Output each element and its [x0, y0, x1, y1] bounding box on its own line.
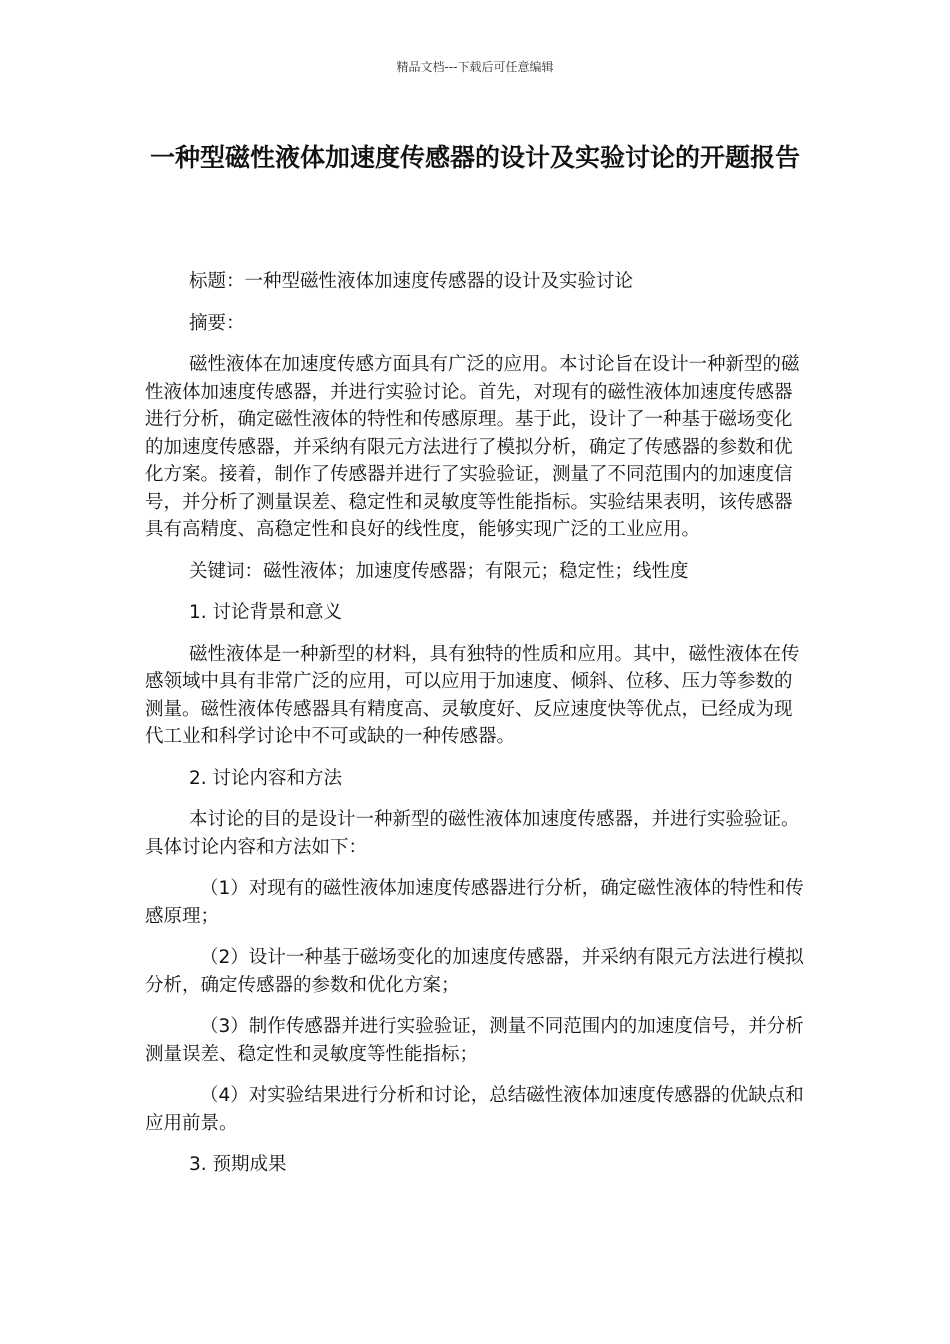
- section-heading-background: 1. 讨论背景和意义: [189, 602, 343, 623]
- header-note: 精品文档---下载后可任意编辑: [396, 60, 554, 74]
- subject-line: 标题：一种型磁性液体加速度传感器的设计及实验讨论: [189, 271, 634, 292]
- list-item-3: （3）制作传感器并进行实验验证，测量不同范围内的加速度信号，并分析测量误差、稳定性和灵敏度等性能指标；: [145, 1016, 804, 1065]
- list-item-1: （1）对现有的磁性液体加速度传感器进行分析，确定磁性液体的特性和传感原理；: [145, 878, 804, 927]
- abstract-label: 摘要：: [189, 312, 245, 334]
- keywords-line: 关键词：磁性液体；加速度传感器；有限元；稳定性；线性度: [189, 560, 689, 582]
- background-paragraph: 磁性液体是一种新型的材料，具有独特的性质和应用。其中，磁性液体在传感领域中具有非常广泛的应用，可以应用于加速度、倾斜、位移、压力等参数的测量。磁性液体传感器具有精度高、灵敏度好、反应速度快等优点，已经成为现代工业和科学讨论中不可或缺的一种传感器。: [145, 643, 800, 747]
- section-heading-content-method: 2. 讨论内容和方法: [189, 767, 343, 789]
- document-title: 一种型磁性液体加速度传感器的设计及实验讨论的开题报告: [149, 143, 800, 172]
- abstract-paragraph: 磁性液体在加速度传感方面具有广泛的应用。本讨论旨在设计一种新型的磁性液体加速度传感器，并进行实验讨论。首先，对现有的磁性液体加速度传感器进行分析，确定磁性液体的特性和传感原理。基于此，设计了一种基于磁场变化的加速度传感器，并采纳有限元方法进行了模拟分析，确定了传感器的参数和优化方案。接着，制作了传感器并进行了实验验证，测量了不同范围内的加速度信号，并分析了测量误差、稳定性和灵敏度等性能指标。实验结果表明，该传感器具有高精度、高稳定性和良好的线性度，能够实现广泛的工业应用。: [145, 354, 800, 540]
- content-intro-paragraph: 本讨论的目的是设计一种新型的磁性液体加速度传感器，并进行实验验证。具体讨论内容和方法如下：: [145, 809, 800, 858]
- section-heading-expected-results: 3. 预期成果: [189, 1154, 287, 1175]
- document-body: [145, 268, 805, 1193]
- list-item-4: （4）对实验结果进行分析和讨论，总结磁性液体加速度传感器的优缺点和应用前景。: [145, 1085, 804, 1134]
- list-item-2: （2）设计一种基于磁场变化的加速度传感器，并采纳有限元方法进行模拟分析，确定传感器的参数和优化方案；: [145, 947, 804, 996]
